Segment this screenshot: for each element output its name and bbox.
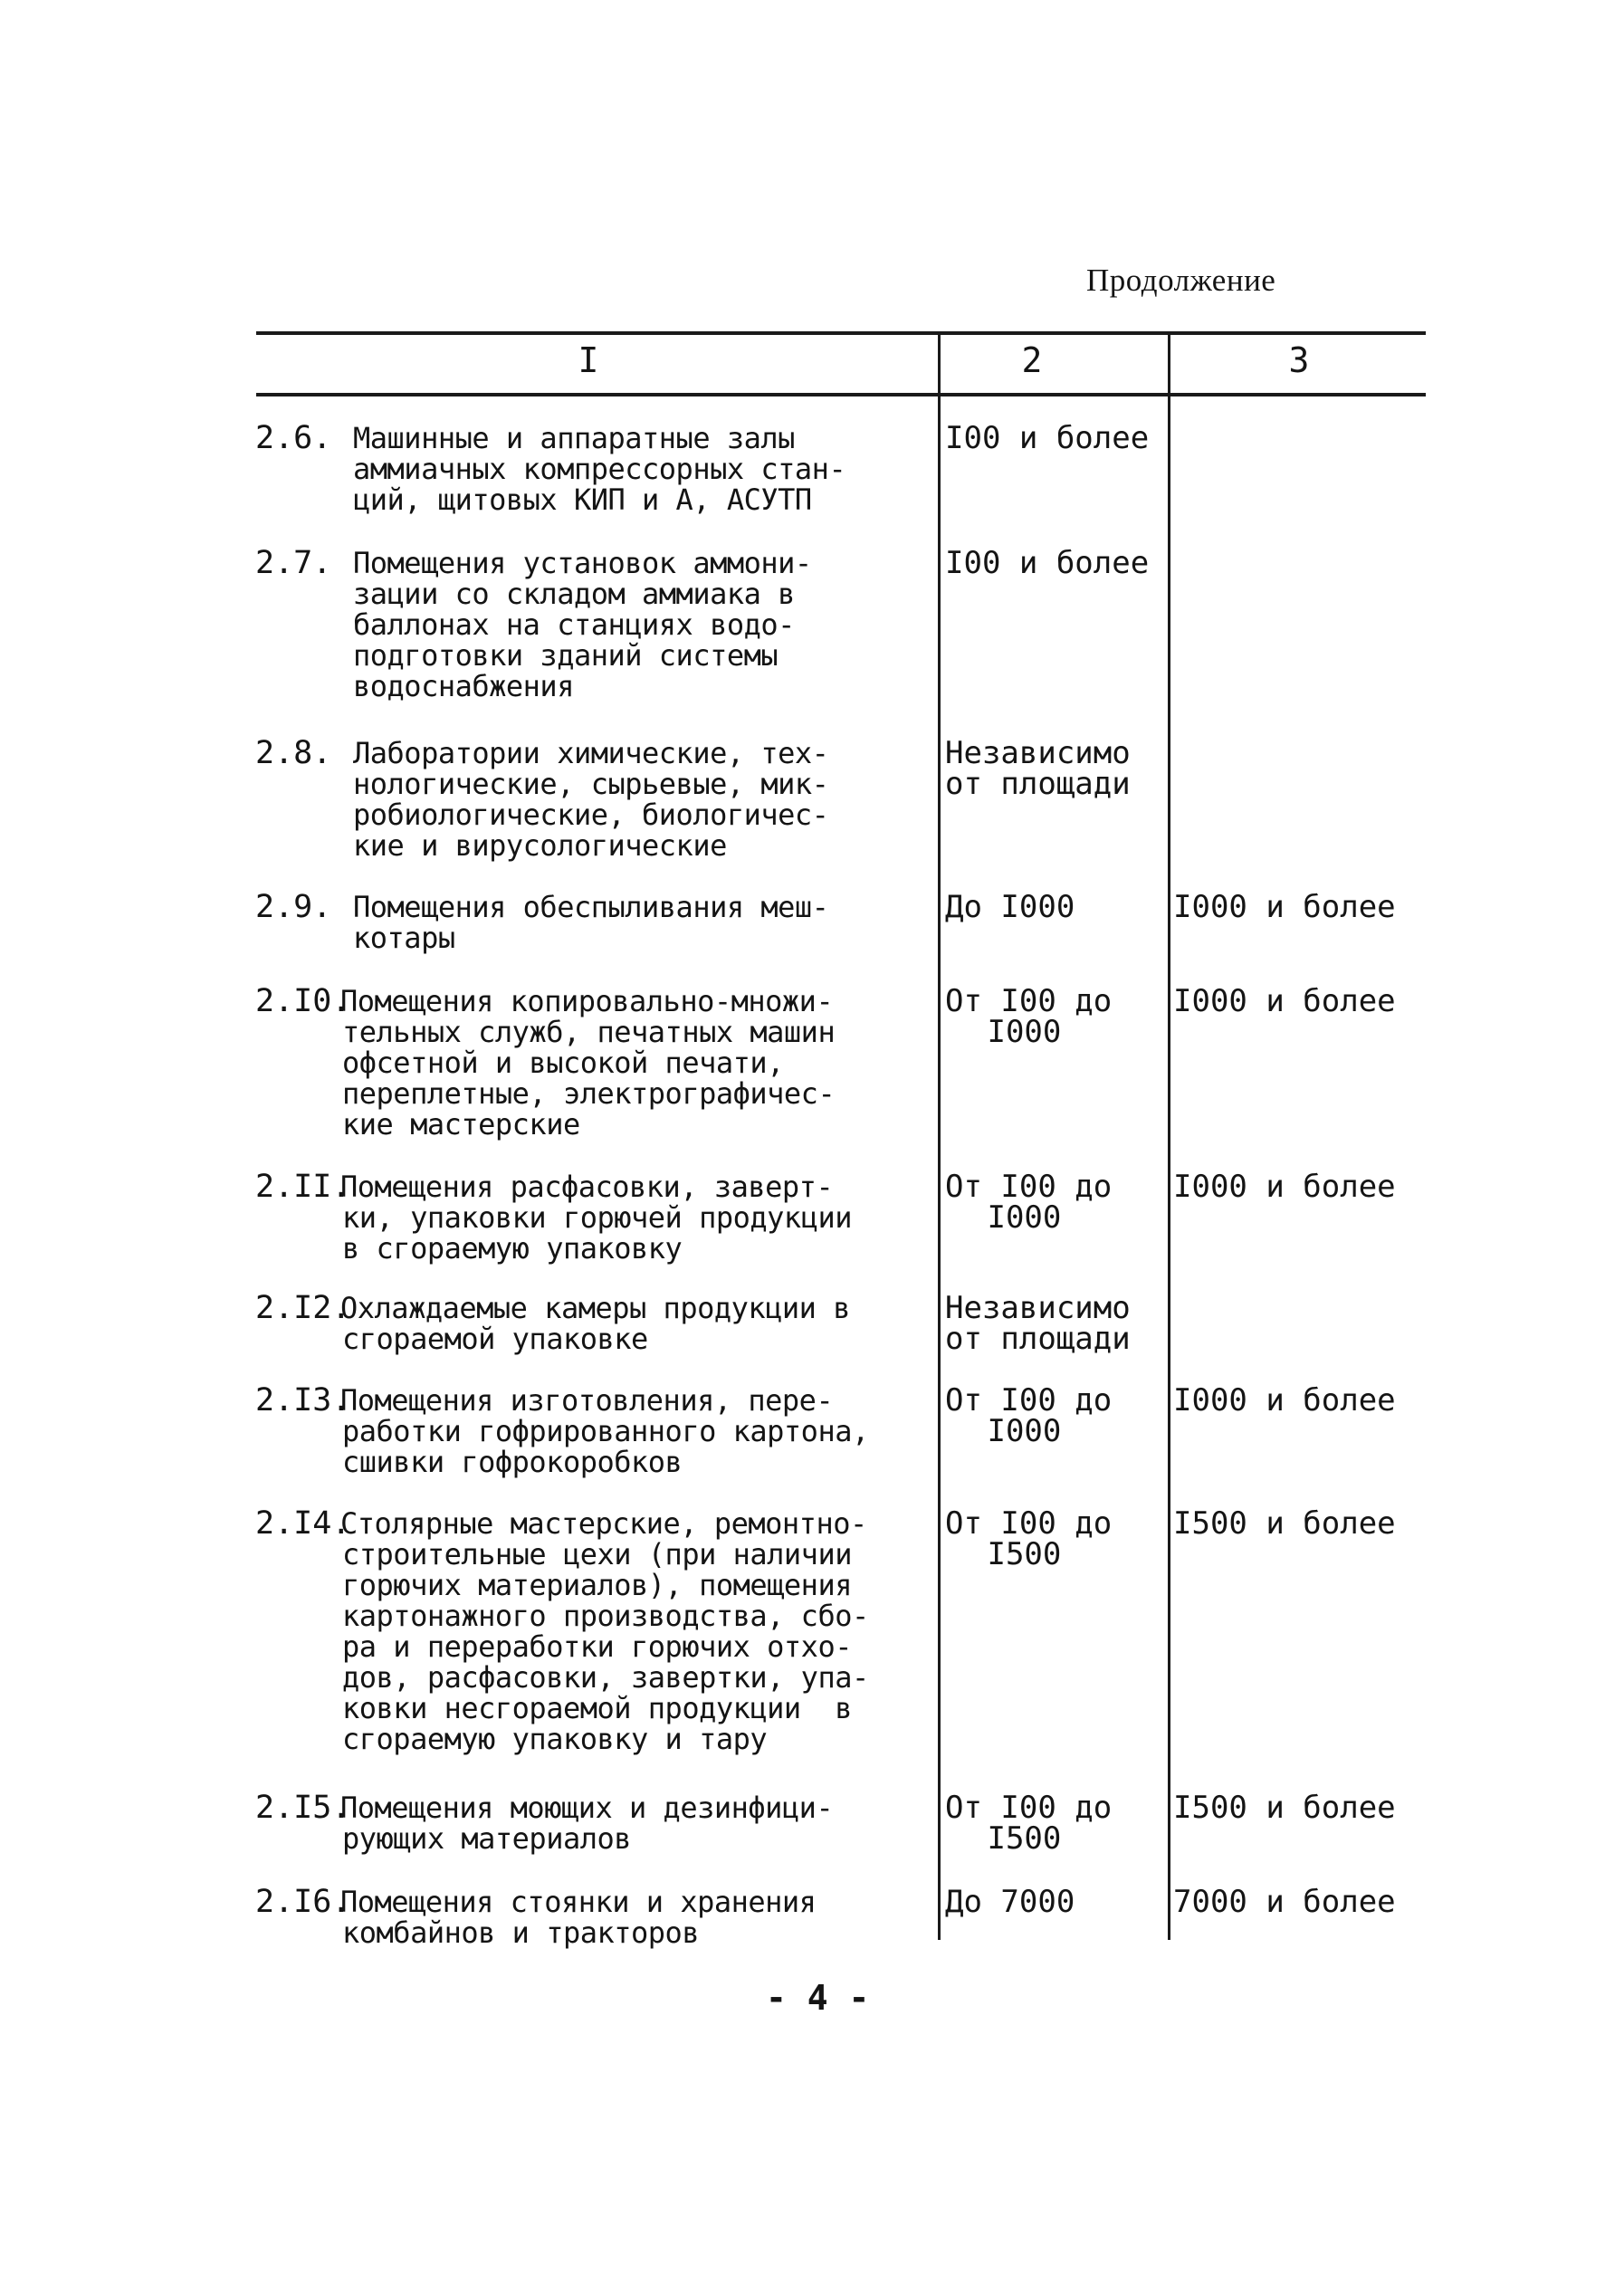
row-area-threshold (1173, 1169, 1396, 1205)
area-range-line: I500 (969, 1820, 1062, 1857)
continuation-label: Продолжение (1086, 263, 1276, 298)
description-line: Столярные мастерские, ремонтно- (340, 1506, 867, 1541)
page-number: - 4 - (766, 1978, 870, 2018)
row-area-threshold (1173, 983, 1396, 1019)
row-number: 2.I0. (255, 983, 351, 1019)
row-area-threshold (1173, 1790, 1396, 1826)
row-number: 2.I3. (255, 1382, 351, 1419)
row-description (340, 1887, 816, 1948)
row-number: 2.I2. (255, 1290, 351, 1326)
area-threshold-line: I500 и более (1173, 1790, 1396, 1826)
row-description (340, 1508, 869, 1754)
row-description (353, 892, 828, 953)
description-line: комбайнов и тракторов (342, 1915, 700, 1950)
area-range-line: от площади (945, 766, 1131, 802)
area-threshold-line: 7000 и более (1173, 1884, 1396, 1920)
description-line: в сгораемую упаковку (342, 1231, 683, 1266)
area-range-line: Независимо (945, 735, 1131, 771)
row-description (353, 423, 845, 515)
area-threshold-line: I000 и более (1173, 1169, 1396, 1205)
description-line: ки, упаковки горючей продукции (342, 1200, 852, 1235)
description-line: водоснабжения (353, 669, 574, 703)
area-threshold-line: I000 и более (1173, 889, 1396, 925)
description-line: рующих материалов (342, 1821, 632, 1856)
area-range-line: I500 (969, 1536, 1062, 1572)
area-range-line: I00 и более (945, 545, 1150, 581)
row-area-range (945, 1884, 1075, 1920)
row-number: 2.I4. (255, 1505, 351, 1542)
description-line: ковки несгораемой продукции в (342, 1691, 852, 1725)
row-description (353, 738, 828, 861)
area-threshold-line: I000 и более (1173, 983, 1396, 1019)
column-header-1: I (578, 340, 599, 380)
area-range-line: Независимо (945, 1290, 1131, 1326)
area-range-line: От I00 до (945, 983, 1113, 1019)
area-range-line: I000 (969, 1199, 1062, 1236)
description-line: Помещения установок аммони- (353, 546, 812, 580)
row-area-threshold (1173, 1382, 1396, 1419)
description-line: кие мастерские (342, 1107, 580, 1142)
area-range-line: I00 и более (945, 420, 1150, 456)
description-line: Помещения копировально-множи- (340, 984, 834, 1018)
description-line: аммиачных компрессорных стан- (353, 452, 846, 486)
area-range-line: От I00 до (945, 1505, 1113, 1542)
row-area-threshold (1173, 1884, 1396, 1920)
row-area-range (945, 545, 1150, 581)
row-number: 2.8. (255, 735, 332, 771)
area-range-line: От I00 до (945, 1169, 1113, 1205)
row-number: 2.7. (255, 545, 332, 581)
row-number: 2.II. (255, 1169, 351, 1205)
row-number: 2.I6. (255, 1884, 351, 1920)
row-area-range (945, 889, 1075, 925)
row-area-threshold (1173, 889, 1396, 925)
column-header-3: 3 (1288, 340, 1310, 380)
table-header-rule (256, 393, 1426, 396)
description-line: нологические, сырьевые, мик- (353, 767, 829, 801)
row-area-range (945, 1169, 1113, 1236)
row-description (340, 1385, 869, 1477)
description-line: сгораемой упаковке (342, 1322, 648, 1356)
description-line: Помещения изготовления, пере- (340, 1383, 834, 1418)
description-line: ций, щитовых КИП и А, АСУТП (353, 482, 812, 517)
description-line: дов, расфасовки, завертки, упа- (342, 1660, 869, 1695)
description-line: подготовки зданий системы (353, 638, 779, 673)
column-divider-1 (938, 331, 941, 1940)
description-line: Помещения обеспыливания меш- (353, 890, 829, 924)
area-range-line: I000 (969, 1014, 1062, 1050)
area-threshold-line: I000 и более (1173, 1382, 1396, 1419)
description-line: баллонах на станциях водо- (353, 607, 795, 642)
row-number: 2.9. (255, 889, 332, 925)
description-line: ра и переработки горючих отхо- (342, 1629, 852, 1664)
description-line: горючих материалов), помещения (342, 1568, 852, 1602)
description-line: офсетной и высокой печати, (342, 1046, 784, 1080)
description-line: котары (353, 921, 455, 955)
row-area-range (945, 1790, 1113, 1857)
description-line: тельных служб, печатных машин (342, 1015, 836, 1049)
row-number: 2.6. (255, 420, 332, 456)
description-line: переплетные, электрографичес- (342, 1076, 836, 1111)
row-area-range (945, 735, 1131, 802)
column-divider-2 (1168, 331, 1170, 1940)
description-line: кие и вирусологические (353, 828, 727, 863)
row-description (340, 1171, 852, 1264)
description-line: Машинные и аппаратные залы (353, 421, 795, 455)
description-line: робиологические, биологичес- (353, 798, 829, 832)
description-line: сгораемую упаковку и тару (342, 1722, 768, 1756)
row-area-range (945, 1290, 1131, 1357)
description-line: картонажного производства, сбо- (342, 1599, 869, 1633)
row-area-threshold (1173, 1505, 1396, 1542)
description-line: Помещения расфасовки, заверт- (340, 1170, 834, 1204)
row-description (340, 1293, 850, 1354)
column-header-2: 2 (1021, 340, 1043, 380)
row-description (353, 548, 812, 702)
description-line: работки гофрированного картона, (342, 1414, 869, 1448)
area-range-line: До I000 (945, 889, 1075, 925)
row-area-range (945, 983, 1113, 1050)
area-range-line: I000 (969, 1413, 1062, 1449)
description-line: сшивки гофрокоробков (342, 1445, 683, 1479)
description-line: Охлаждаемые камеры продукции в (340, 1291, 850, 1325)
description-line: Помещения стоянки и хранения (340, 1885, 817, 1919)
row-area-range (945, 1505, 1113, 1572)
description-line: Лаборатории химические, тех- (353, 736, 829, 770)
row-area-range (945, 1382, 1113, 1449)
table-top-rule (256, 331, 1426, 335)
area-range-line: До 7000 (945, 1884, 1075, 1920)
row-description (340, 1792, 833, 1854)
row-area-range (945, 420, 1150, 456)
area-range-line: от площади (945, 1321, 1131, 1357)
area-threshold-line: I500 и более (1173, 1505, 1396, 1542)
area-range-line: От I00 до (945, 1382, 1113, 1419)
description-line: зации со складом аммиака в (353, 577, 795, 611)
area-range-line: От I00 до (945, 1790, 1113, 1826)
description-line: строительные цехи (при наличии (342, 1537, 852, 1571)
row-number: 2.I5. (255, 1790, 351, 1826)
row-description (340, 986, 835, 1140)
description-line: Помещения моющих и дезинфици- (340, 1791, 834, 1825)
